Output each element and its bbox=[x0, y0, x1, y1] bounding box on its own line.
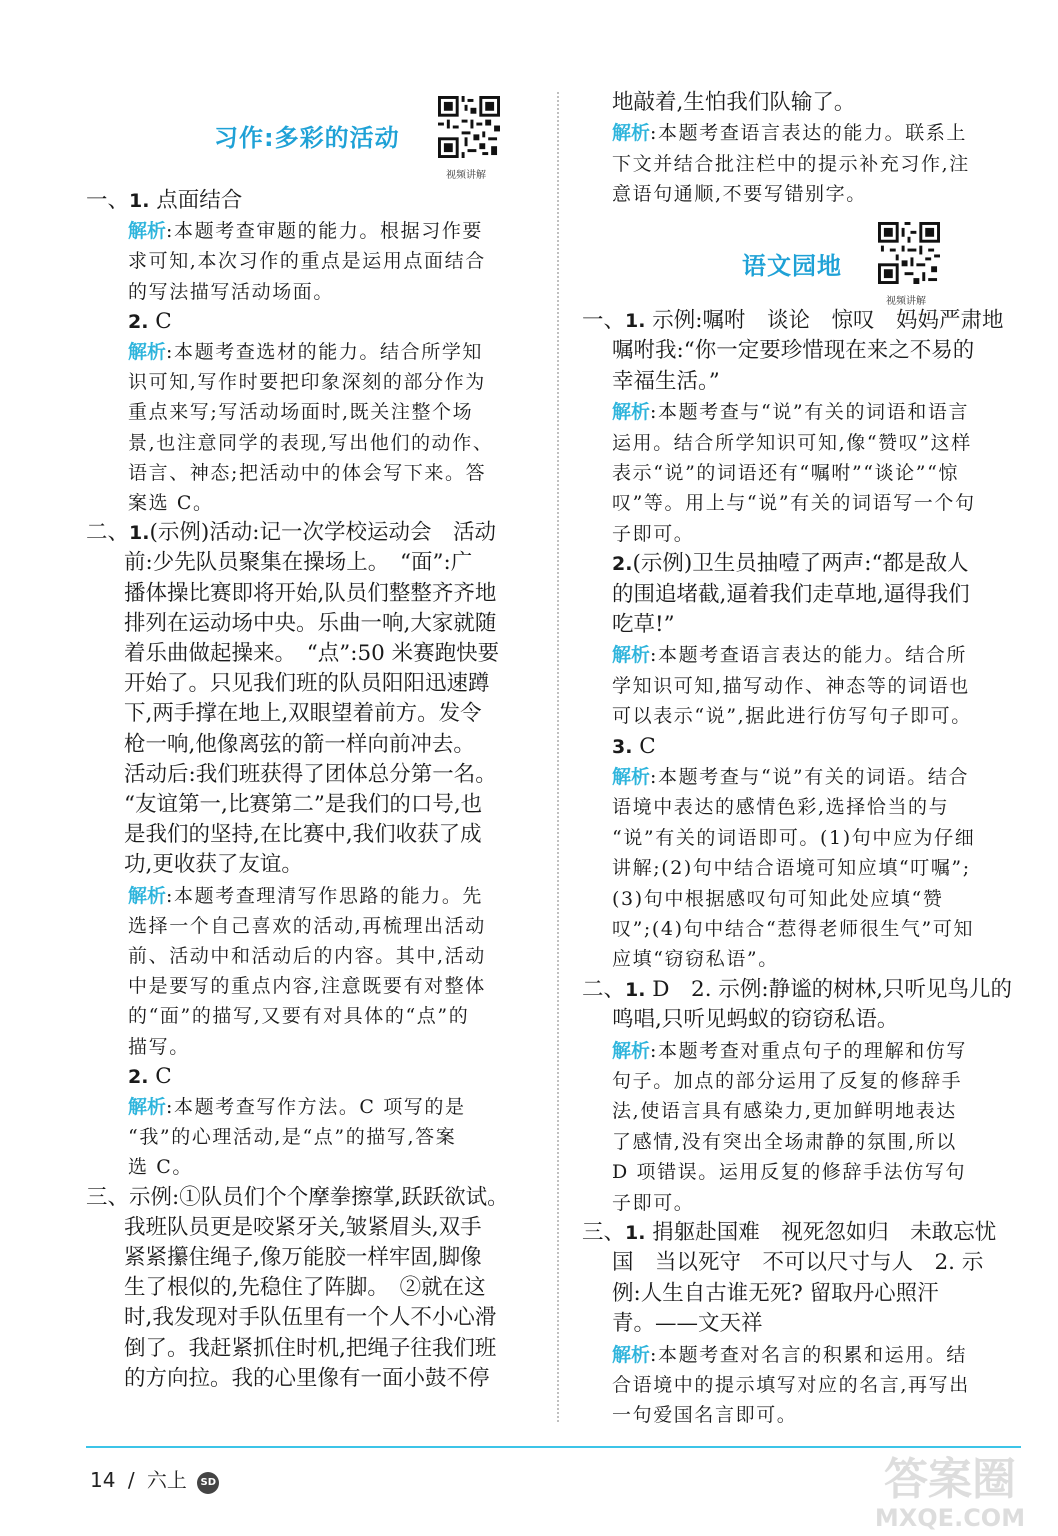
item-number: 2. bbox=[128, 1065, 149, 1088]
answer-line: 讲解;(2)句中结合语境可知应填“叮嘱”; bbox=[612, 857, 971, 880]
analysis-tag: 解析 bbox=[612, 644, 651, 667]
answer-line: 子即可。 bbox=[612, 1191, 695, 1214]
answer-line: 识可知,写作时要把印象深刻的部分作为 bbox=[128, 371, 486, 394]
watermark-line1: 答案圈 bbox=[884, 1454, 1016, 1505]
answer-line: 解析:本题考查与“说”有关的词语和语言 bbox=[612, 401, 970, 424]
answer-line: 一、1. 点面结合 bbox=[86, 188, 243, 213]
answer-line: 3. C bbox=[612, 733, 656, 759]
right-section-title: 语文园地 bbox=[742, 252, 842, 280]
answer-line: 选择一个自己喜欢的活动,再梳理出活动 bbox=[128, 914, 486, 937]
item-number: 1. bbox=[625, 978, 646, 1001]
answer-line: 排列在运动场中央。乐曲一响,大家就随 bbox=[124, 610, 497, 636]
answer-line: 幸福生活。” bbox=[612, 368, 720, 394]
answer-line: 中是要写的重点内容,注意既要有对整体 bbox=[128, 975, 486, 998]
answer-line: 生了根似的,先稳住了阵脚。 ②就在这 bbox=[124, 1275, 486, 1301]
answer-line: 下文并结合批注栏中的提示补充习作,注 bbox=[612, 152, 970, 175]
answer-line: “友谊第一,比赛第二”是我们的口号,也 bbox=[124, 792, 483, 817]
answer-line: 解析:本题考查对名言的积累和运用。结 bbox=[612, 1343, 968, 1366]
answer-line: 嘱咐我:“你一定要珍惜现在来之不易的 bbox=[612, 338, 975, 364]
answer-line: 解析:本题考查与“说”有关的词语。结合 bbox=[612, 766, 970, 788]
answer-line: “说”有关的词语即可。(1)句中应为仔细 bbox=[612, 826, 976, 849]
answer-line: 句子。加点的部分运用了反复的修辞手 bbox=[612, 1070, 963, 1092]
answer-line: 解析:本题考查对重点句子的理解和仿写 bbox=[612, 1039, 968, 1062]
answer-line: 三、示例:①队员们个个摩拳擦掌,跃跃欲试。 bbox=[86, 1184, 509, 1210]
answer-line: 子即可。 bbox=[612, 522, 695, 545]
answer-line: 学知识可知,描写动作、神态等的词语也 bbox=[612, 674, 970, 697]
answer-line: 的方向拉。我的心里像有一面小鼓不停 bbox=[124, 1365, 490, 1391]
answer-line: 时,我发现对手队伍里有一个人不小心滑 bbox=[124, 1305, 497, 1331]
answer-line: 的写法描写活动场面。 bbox=[128, 280, 335, 303]
answer-line: 鸣唱,只听见蚂蚁的窃窃私语。 bbox=[612, 1007, 899, 1033]
column-divider bbox=[557, 92, 559, 1422]
watermark-line2: MXQE.COM bbox=[874, 1504, 1026, 1532]
answer-line: 例:人生自古谁无死? 留取丹心照汗 bbox=[612, 1280, 939, 1306]
answer-line: 2. C bbox=[128, 1063, 172, 1089]
analysis-tag: 解析 bbox=[128, 220, 167, 243]
answer-line: 播体操比赛即将开始,队员们整整齐齐地 bbox=[124, 580, 497, 606]
answer-line: 是我们的坚持,在比赛中,我们收获了成 bbox=[124, 822, 482, 848]
analysis-tag: 解析 bbox=[128, 884, 167, 907]
answer-line: 地敲着,生怕我们队输了。 bbox=[612, 90, 856, 115]
page-footer bbox=[90, 1464, 219, 1494]
answer-line: 解析:本题考查语言表达的能力。结合所 bbox=[612, 644, 968, 667]
answer-line: 2.(示例)卫生员抽噎了两声:“都是敌人 bbox=[612, 551, 969, 577]
answer-line: 描写。 bbox=[128, 1035, 190, 1058]
answer-line: 下,两手撑在地上,双眼望着前方。发令 bbox=[124, 701, 482, 727]
answer-line: “我”的心理活动,是“点”的描写,答案 bbox=[128, 1126, 457, 1149]
item-number: 2. bbox=[612, 553, 633, 576]
answer-line: 解析:本题考查选材的能力。结合所学知 bbox=[128, 341, 484, 363]
publisher-badge: SD bbox=[197, 1472, 219, 1494]
answer-line: 叹”等。用上与“说”有关的词语写一个句 bbox=[612, 492, 976, 515]
answer-line: 意语句通顺,不要写错别字。 bbox=[612, 183, 867, 206]
answer-line: (3)句中根据感叹句可知此处应填“赞 bbox=[612, 887, 944, 910]
analysis-tag: 解析 bbox=[612, 1039, 651, 1062]
answer-line: 倒了。我赶紧抓住时机,把绳子往我们班 bbox=[124, 1335, 497, 1361]
answer-line: 一句爱国名言即可。 bbox=[612, 1404, 798, 1427]
answer-line: 法,使语言具有感染力,更加鲜明地表达 bbox=[612, 1100, 957, 1123]
answer-line: 2. C bbox=[128, 308, 172, 334]
answer-line: 二、1.(示例)活动:记一次学校运动会 活动 bbox=[86, 520, 496, 546]
answer-line: 表示“说”的词语还有“嘱咐”“谈论”“惊 bbox=[612, 462, 959, 484]
item-number: 1. bbox=[625, 310, 646, 332]
analysis-tag: 解析 bbox=[612, 1343, 651, 1366]
answer-line: 一、1. 示例:嘱咐 谈论 惊叹 妈妈严肃地 bbox=[582, 308, 1004, 333]
answer-line: 语言、神态;把活动中的体会写下来。答 bbox=[128, 461, 487, 484]
page-number: 14 bbox=[90, 1468, 116, 1492]
answer-line: 合语境中的提示填写对应的名言,再写出 bbox=[612, 1374, 970, 1396]
answer-line: 重点来写;写活动场面时,既关注整个场 bbox=[128, 401, 474, 424]
answer-line: 叹”;(4)句中结合“惹得老师很生气”可知 bbox=[612, 918, 975, 940]
answer-line: 选 C。 bbox=[128, 1156, 193, 1179]
answer-line: 着乐曲做起操来。 “点”:50 米赛跑快要 bbox=[124, 641, 500, 666]
answer-line: 我班队员更是咬紧牙关,皱紧眉头,双手 bbox=[124, 1214, 482, 1240]
left-qr-caption: 视频讲解 bbox=[446, 170, 486, 181]
item-number: 1. bbox=[129, 190, 150, 212]
answer-line: 前、活动中和活动后的内容。其中,活动 bbox=[128, 945, 486, 967]
answer-line: 前:少先队员聚集在操场上。 “面”:广 bbox=[124, 550, 473, 576]
answer-line: 的“面”的描写,又要有对具体的“点”的 bbox=[128, 1005, 470, 1028]
answer-line: 三、1. 捐躯赴国难 视死忽如归 未敢忘忧 bbox=[582, 1220, 997, 1245]
right-qr-caption: 视频讲解 bbox=[886, 296, 926, 307]
answer-line: 的围追堵截,逼着我们走草地,逼得我们 bbox=[612, 581, 970, 607]
watermark-logo bbox=[850, 1442, 1050, 1532]
left-qr-code-icon[interactable] bbox=[438, 96, 500, 158]
analysis-tag: 解析 bbox=[612, 766, 651, 788]
analysis-tag: 解析 bbox=[612, 122, 651, 145]
answer-line: 运用。结合所学知识可知,像“赞叹”这样 bbox=[612, 431, 972, 454]
answer-line: 解析:本题考查审题的能力。根据习作要 bbox=[128, 220, 484, 243]
right-qr-code-icon[interactable] bbox=[878, 222, 940, 284]
answer-line: 开始了。只见我们班的队员阳阳迅速蹲 bbox=[124, 671, 490, 697]
answer-line: 景,也注意同学的表现,写出他们的动作、 bbox=[128, 431, 494, 454]
answer-line: 吃草!” bbox=[612, 612, 675, 637]
answer-line: 案选 C。 bbox=[128, 492, 214, 514]
analysis-tag: 解析 bbox=[128, 341, 167, 363]
answer-line: 可以表示“说”,据此进行仿写句子即可。 bbox=[612, 705, 972, 728]
item-number: 1. bbox=[625, 1222, 646, 1244]
answer-line: 了感情,没有突出全场肃静的氛围,所以 bbox=[612, 1130, 957, 1153]
answer-line: 活动后:我们班获得了团体总分第一名。 bbox=[124, 761, 497, 787]
answer-line: D 项错误。运用反复的修辞手法仿写句 bbox=[612, 1161, 967, 1184]
grade-label: 六上 bbox=[146, 1468, 187, 1492]
footer-separator: / bbox=[127, 1468, 135, 1492]
answer-line: 青。——文天祥 bbox=[612, 1311, 763, 1337]
answer-line: 功,更收获了友谊。 bbox=[124, 852, 303, 878]
answer-line: 枪一响,他像离弦的箭一样向前冲去。 bbox=[124, 731, 475, 757]
answer-line: 解析:本题考查语言表达的能力。联系上 bbox=[612, 122, 968, 145]
item-number: 3. bbox=[612, 735, 633, 758]
answer-line: 紧紧攥住绳子,像万能胶一样牢固,脚像 bbox=[124, 1245, 482, 1270]
answer-line: 求可知,本次习作的重点是运用点面结合 bbox=[128, 250, 486, 273]
left-section-title: 习作:多彩的活动 bbox=[214, 124, 400, 152]
analysis-tag: 解析 bbox=[128, 1096, 167, 1118]
analysis-tag: 解析 bbox=[612, 401, 651, 424]
answer-line: 国 当以死守 不可以尺寸与人 2. 示 bbox=[612, 1250, 984, 1276]
answer-line: 解析:本题考查写作方法。C 项写的是 bbox=[128, 1096, 466, 1118]
answer-line: 应填“窃窃私语”。 bbox=[612, 948, 779, 971]
answer-line: 语境中表达的感情色彩,选择恰当的与 bbox=[612, 796, 950, 819]
item-number: 2. bbox=[128, 310, 149, 333]
answer-line: 解析:本题考查理清写作思路的能力。先 bbox=[128, 884, 484, 907]
answer-line: 二、1. D 2. 示例:静谧的树林,只听见鸟儿的 bbox=[582, 976, 1012, 1002]
item-number: 1. bbox=[129, 522, 150, 545]
